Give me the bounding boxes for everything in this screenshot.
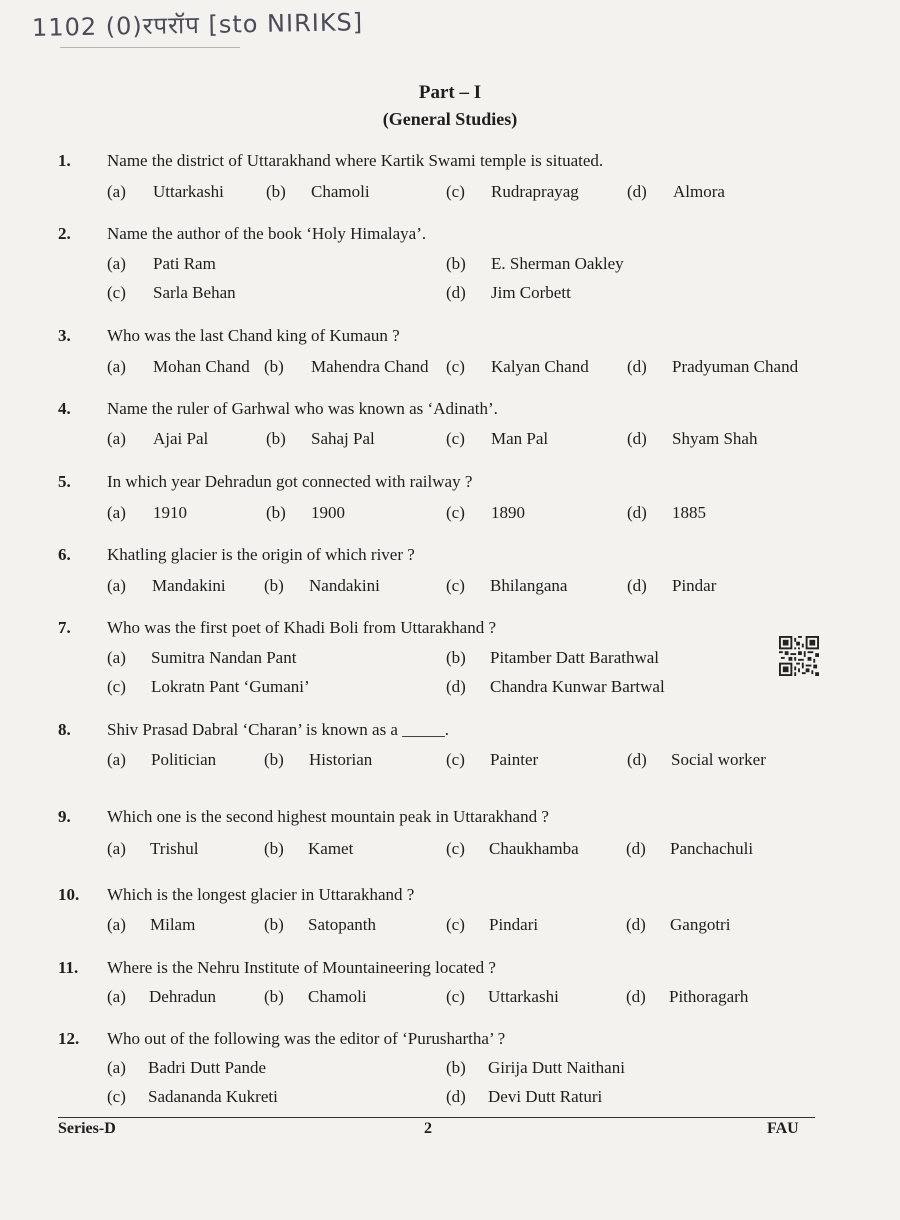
option-text: Pithoragarh bbox=[669, 987, 749, 1006]
option-text: Mandakini bbox=[152, 576, 226, 595]
option-letter: (a) bbox=[107, 987, 126, 1006]
option-text: Sahaj Pal bbox=[311, 429, 375, 448]
option-letter: (b) bbox=[264, 915, 284, 934]
option-letter: (b) bbox=[264, 839, 284, 858]
option-text: Pradyuman Chand bbox=[672, 357, 799, 376]
option-letter: (b) bbox=[446, 648, 466, 667]
pencil-line bbox=[60, 47, 240, 48]
option-letter: (b) bbox=[266, 503, 286, 522]
option-text: Pindar bbox=[672, 576, 717, 595]
option-letter: (c) bbox=[107, 1087, 126, 1106]
option-text: Jim Corbett bbox=[491, 283, 571, 302]
option-letter: (c) bbox=[446, 915, 465, 934]
option-letter: (a) bbox=[107, 357, 126, 376]
option-letter: (b) bbox=[266, 429, 286, 448]
page-number: 2 bbox=[424, 1120, 432, 1137]
option-letter: (b) bbox=[264, 750, 284, 769]
question-number: 7. bbox=[58, 618, 71, 637]
option-text: Satopanth bbox=[308, 915, 376, 934]
option-text: Sadananda Kukreti bbox=[148, 1087, 278, 1106]
option-text: Chamoli bbox=[311, 182, 370, 201]
option-text: Chaukhamba bbox=[489, 839, 579, 858]
option-text: Girija Dutt Naithani bbox=[488, 1058, 625, 1077]
option-letter: (a) bbox=[107, 429, 126, 448]
option-text: Social worker bbox=[671, 750, 766, 769]
option-text: Gangotri bbox=[670, 915, 731, 934]
option-letter: (b) bbox=[446, 254, 466, 273]
option-text: Panchachuli bbox=[670, 839, 754, 858]
paper-code: FAU bbox=[767, 1120, 799, 1137]
question-number: 11. bbox=[58, 958, 79, 977]
option-letter: (d) bbox=[626, 987, 646, 1006]
series-label: Series-D bbox=[58, 1120, 116, 1137]
option-letter: (b) bbox=[264, 357, 284, 376]
question-number: 4. bbox=[58, 399, 71, 418]
option-letter: (d) bbox=[627, 357, 647, 376]
option-letter: (b) bbox=[266, 182, 286, 201]
option-letter: (d) bbox=[626, 915, 646, 934]
option-text: Almora bbox=[673, 182, 725, 201]
option-letter: (d) bbox=[626, 839, 646, 858]
option-text: Bhilangana bbox=[490, 576, 568, 595]
option-text: Chamoli bbox=[308, 987, 367, 1006]
option-text: Trishul bbox=[150, 839, 199, 858]
option-letter: (c) bbox=[446, 576, 465, 595]
option-letter: (a) bbox=[107, 750, 126, 769]
question-number: 9. bbox=[58, 807, 71, 826]
question-text: Shiv Prasad Dabral ‘Charan’ is known as a _____. bbox=[107, 720, 449, 739]
question-number: 1. bbox=[58, 151, 71, 170]
option-letter: (c) bbox=[446, 182, 465, 201]
option-text: Kalyan Chand bbox=[491, 357, 589, 376]
option-letter: (c) bbox=[446, 839, 465, 858]
part-header bbox=[0, 80, 900, 132]
option-text: Uttarkashi bbox=[153, 182, 224, 201]
option-text: Badri Dutt Pande bbox=[148, 1058, 267, 1077]
part-title: Part – I bbox=[418, 82, 482, 103]
qr-code-icon bbox=[778, 636, 820, 676]
footer-divider bbox=[58, 1117, 815, 1118]
option-text: Pati Ram bbox=[153, 254, 216, 273]
option-letter: (d) bbox=[446, 1087, 466, 1106]
option-letter: (a) bbox=[107, 915, 126, 934]
question-text: Which one is the second highest mountain peak in Uttarakhand ? bbox=[107, 807, 549, 826]
option-letter: (c) bbox=[446, 750, 465, 769]
option-letter: (d) bbox=[627, 429, 647, 448]
question-text: Who was the first poet of Khadi Boli from Uttarakhand ? bbox=[107, 618, 497, 637]
option-letter: (a) bbox=[107, 254, 126, 273]
option-text: Mohan Chand bbox=[153, 357, 250, 376]
part-subtitle: (General Studies) bbox=[382, 109, 518, 129]
option-text: 1890 bbox=[491, 503, 525, 522]
option-letter: (c) bbox=[446, 357, 465, 376]
question-number: 8. bbox=[58, 720, 71, 739]
option-text: Sumitra Nandan Pant bbox=[151, 648, 297, 667]
option-text: 1885 bbox=[672, 503, 706, 522]
option-letter: (b) bbox=[446, 1058, 466, 1077]
option-text: Mahendra Chand bbox=[311, 357, 429, 376]
option-text: Lokratn Pant ‘Gumani’ bbox=[151, 677, 310, 696]
option-letter: (a) bbox=[107, 1058, 126, 1077]
option-letter: (b) bbox=[264, 987, 284, 1006]
question-number: 3. bbox=[58, 326, 71, 345]
option-text: Nandakini bbox=[309, 576, 380, 595]
option-text: Rudraprayag bbox=[491, 182, 579, 201]
option-letter: (c) bbox=[107, 283, 126, 302]
option-letter: (c) bbox=[446, 987, 465, 1006]
option-letter: (c) bbox=[446, 429, 465, 448]
option-letter: (d) bbox=[446, 283, 466, 302]
option-text: Shyam Shah bbox=[672, 429, 758, 448]
question-text: Who was the last Chand king of Kumaun ? bbox=[107, 326, 400, 345]
option-text: Ajai Pal bbox=[153, 429, 209, 448]
question-text: Which is the longest glacier in Uttarakhand ? bbox=[107, 885, 415, 904]
option-letter: (d) bbox=[446, 677, 466, 696]
option-text: E. Sherman Oakley bbox=[491, 254, 624, 273]
option-text: Painter bbox=[490, 750, 539, 769]
option-letter: (a) bbox=[107, 576, 126, 595]
option-text: 1910 bbox=[153, 503, 187, 522]
handwritten-note: 1102 (0)रपरॉप [sto NIRIKS] bbox=[31, 8, 364, 42]
option-text: Milam bbox=[150, 915, 196, 934]
question-number: 2. bbox=[58, 224, 71, 243]
option-letter: (b) bbox=[264, 576, 284, 595]
option-letter: (d) bbox=[627, 576, 647, 595]
option-letter: (d) bbox=[627, 503, 647, 522]
option-text: Devi Dutt Raturi bbox=[488, 1087, 603, 1106]
question-number: 12. bbox=[58, 1029, 80, 1048]
option-letter: (a) bbox=[107, 839, 126, 858]
option-text: Dehradun bbox=[149, 987, 217, 1006]
question-text: Name the author of the book ‘Holy Himalaya’. bbox=[107, 224, 427, 243]
option-text: Pindari bbox=[489, 915, 539, 934]
question-number: 6. bbox=[58, 545, 71, 564]
question-text: Where is the Nehru Institute of Mountaineering located ? bbox=[107, 958, 496, 977]
option-letter: (a) bbox=[107, 182, 126, 201]
question-text: Name the district of Uttarakhand where Kartik Swami temple is situated. bbox=[107, 151, 604, 170]
question-text: In which year Dehradun got connected with railway ? bbox=[107, 472, 473, 491]
option-text: 1900 bbox=[311, 503, 345, 522]
option-text: Kamet bbox=[308, 839, 354, 858]
option-text: Chandra Kunwar Bartwal bbox=[490, 677, 665, 696]
option-letter: (c) bbox=[107, 677, 126, 696]
question-number: 10. bbox=[58, 885, 80, 904]
option-letter: (d) bbox=[627, 182, 647, 201]
question-text: Who out of the following was the editor of ‘Purushartha’ ? bbox=[107, 1029, 506, 1048]
option-text: Politician bbox=[151, 750, 217, 769]
option-letter: (a) bbox=[107, 503, 126, 522]
option-text: Historian bbox=[309, 750, 373, 769]
question-number: 5. bbox=[58, 472, 71, 491]
option-text: Man Pal bbox=[491, 429, 549, 448]
question-text: Name the ruler of Garhwal who was known as ‘Adinath’. bbox=[107, 399, 498, 418]
question-text: Khatling glacier is the origin of which river ? bbox=[107, 545, 415, 564]
option-letter: (d) bbox=[627, 750, 647, 769]
option-text: Pitamber Datt Barathwal bbox=[490, 648, 660, 667]
option-text: Uttarkashi bbox=[488, 987, 559, 1006]
option-text: Sarla Behan bbox=[153, 283, 236, 302]
option-letter: (c) bbox=[446, 503, 465, 522]
option-letter: (a) bbox=[107, 648, 126, 667]
